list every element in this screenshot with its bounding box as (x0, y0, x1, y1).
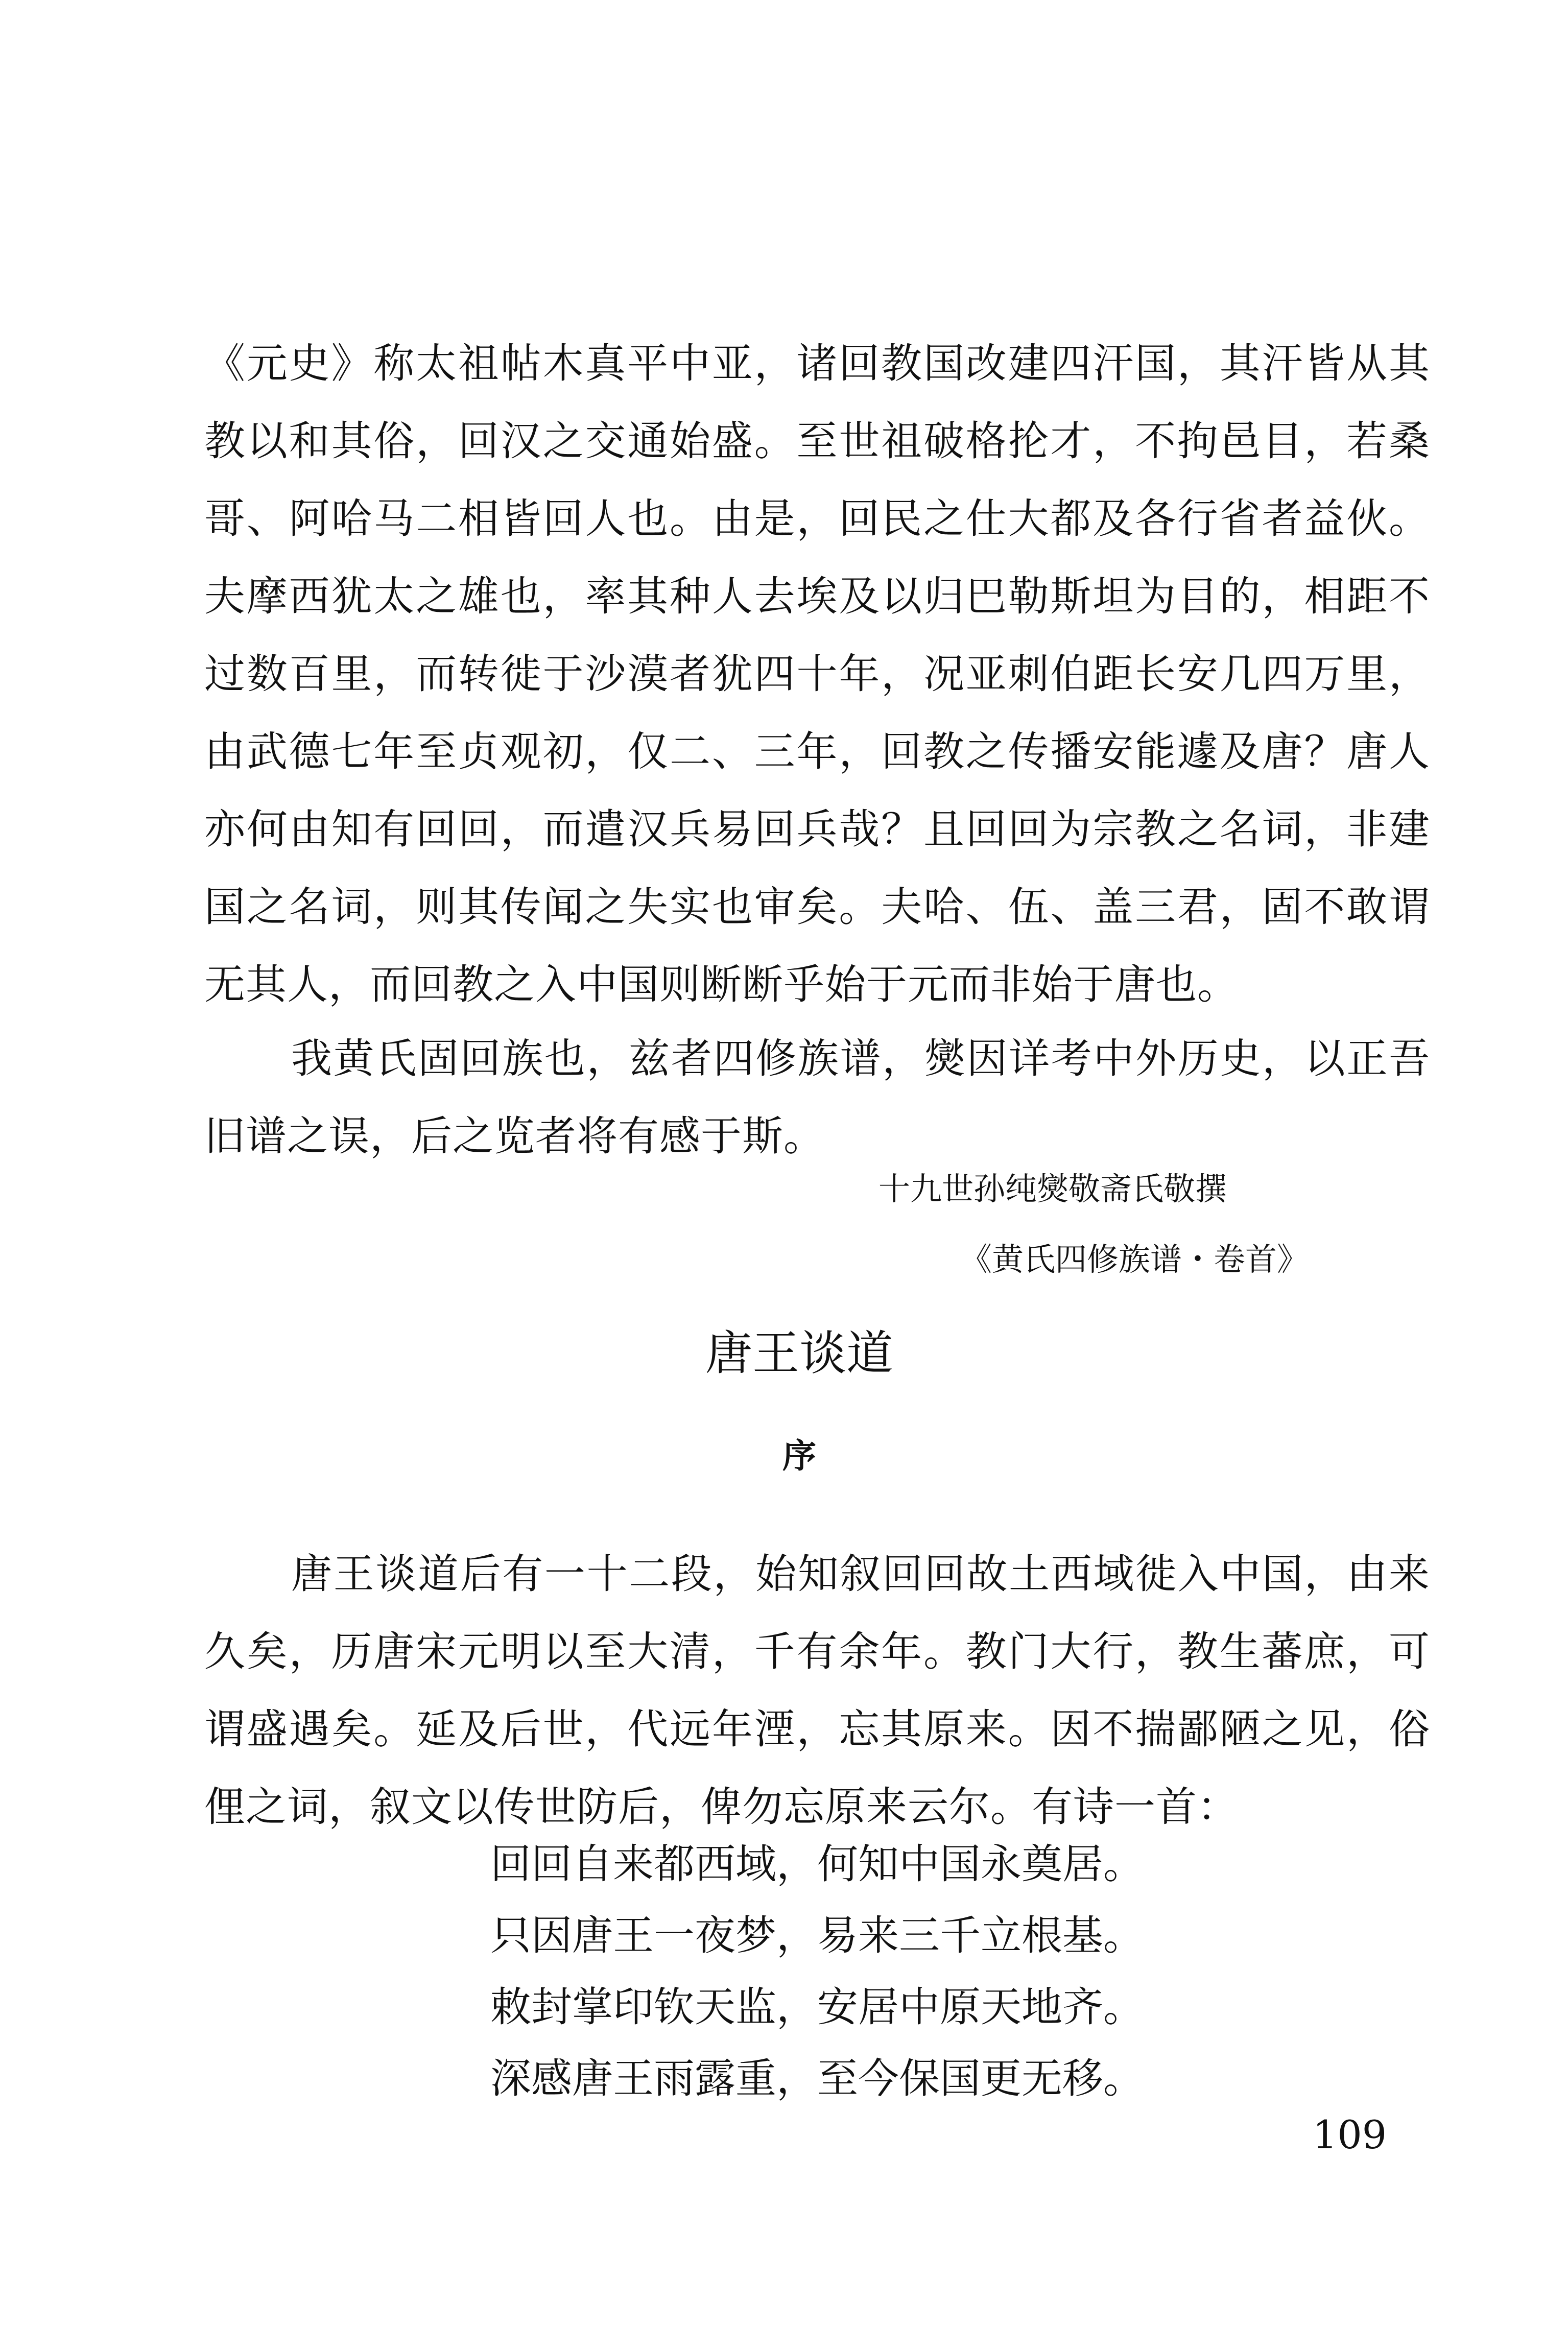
source-citation: 《黄氏四修族谱・卷首》 (960, 1241, 1309, 1278)
poem-line: 只因唐王一夜梦，易来三千立根基。 (490, 1912, 1144, 1959)
section-title: 唐王谈道 (705, 1326, 893, 1381)
author-signature: 十九世孙纯爕敬斋氏敬撰 (878, 1170, 1227, 1207)
continuation-paragraph: 《元史》称太祖帖木真平中亚，诸回教国改建四汗国，其汗皆从其教以和其俗，回汉之交通始盛。至世祖破格抡才，不拘邑目，若桑哥、阿哈马二相皆回人也。由是，回民之仕大都及各行省者益伙。夫摩西犹太之雄也，率其种人去埃及以归巴勒斯坦为目的，相距不过数百里，而转徙于沙漠者犹四十年，况亚刺伯距长安几四万里，由武德七年至贞观初，仅二、三年，回教之传播安能遽及唐？唐人亦何由知有回回，而遣汉兵易回兵哉？且回回为宗教之名词，非建国之名词，则其传闻之失实也审矣。夫哈、伍、盖三君，固不敢谓无其人，而回教之入中国则断断乎始于元而非始于唐也。 (204, 340, 1430, 1008)
poem-line: 回回自来都西域，何知中国永奠居。 (490, 1840, 1144, 1888)
poem-line: 敕封掌印钦天监，安居中原天地齐。 (490, 1983, 1144, 2031)
page-number: 109 (1313, 2112, 1387, 2157)
preface-paragraph: 唐王谈道后有一十二段，始知叙回回故土西域徙入中国，由来久矣，历唐宋元明以至大清，千有余年。教门大行，教生蕃庶，可谓盛遇矣。延及后世，代远年湮，忘其原来。因不揣鄙陋之见，俗俚之词，叙文以传世防后，俾勿忘原来云尔。有诗一首： (204, 1550, 1430, 1831)
poem (490, 1829, 1144, 2115)
preface-heading: 序 (782, 1436, 816, 1476)
poem-line: 深感唐王雨露重，至今保国更无移。 (490, 2055, 1144, 2102)
closing-paragraph: 我黄氏固回族也，兹者四修族谱，爕因详考中外历史，以正吾旧谱之误，后之览者将有感于斯。 (204, 1035, 1430, 1160)
